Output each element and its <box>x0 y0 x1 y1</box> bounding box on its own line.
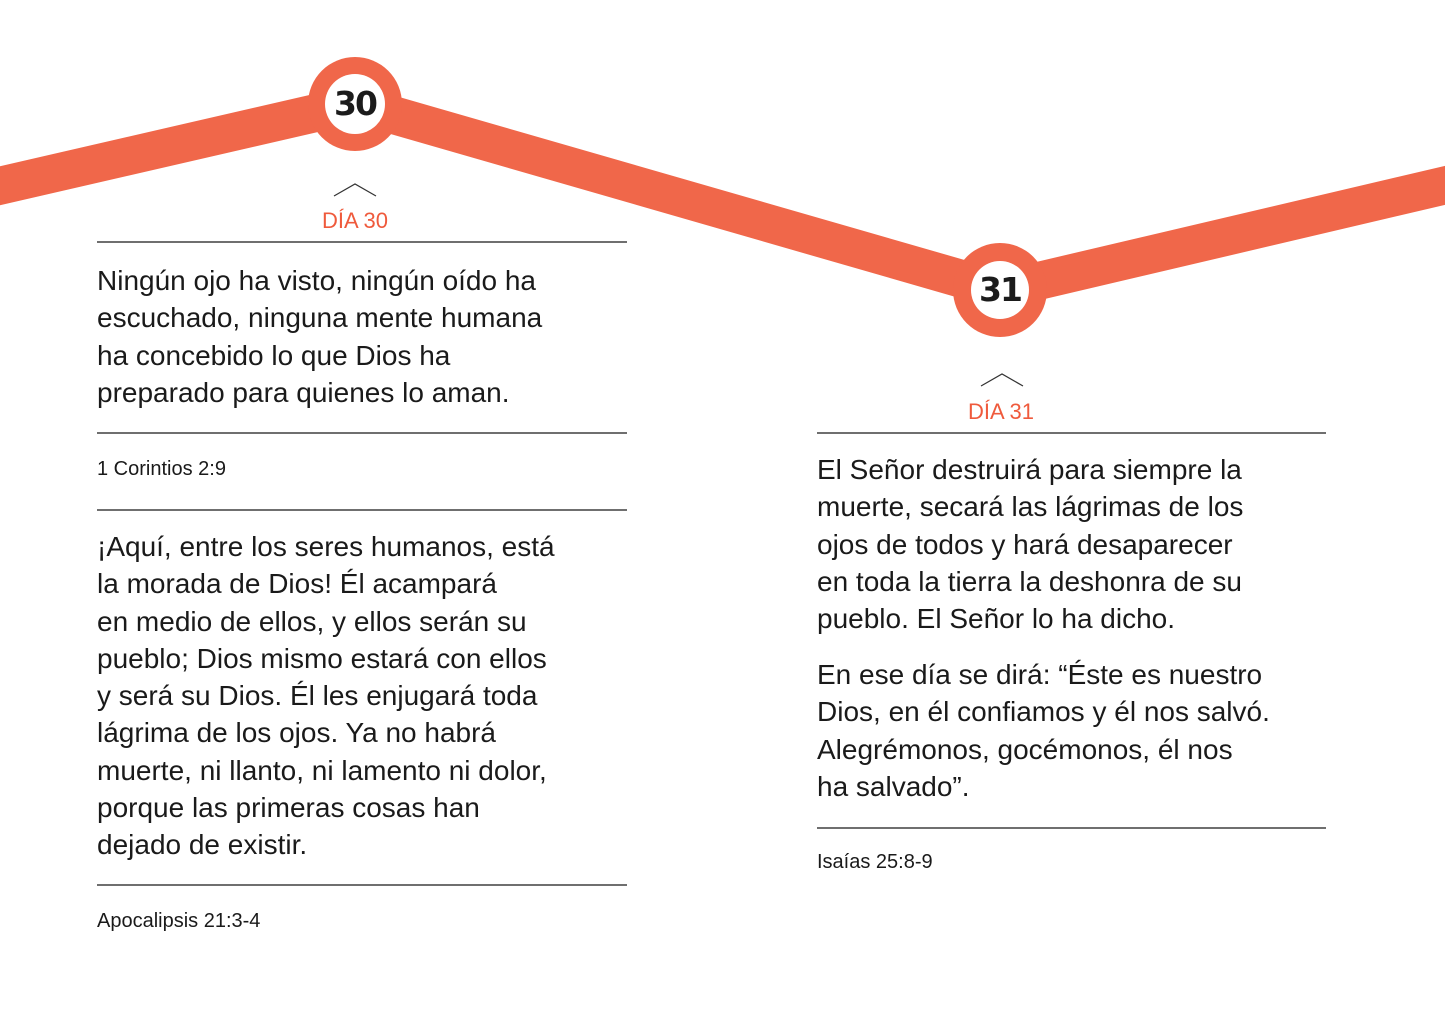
chevron-up-icon <box>980 373 1024 387</box>
verse-line: muerte, ni llanto, ni lamento ni dolor, <box>97 754 547 786</box>
verse-line: ¡Aquí, entre los seres humanos, está <box>97 531 555 562</box>
verse-line: escuchado, ninguna mente humana <box>97 302 543 334</box>
verse-line: ojos de todos y hará desaparecer <box>817 528 1233 560</box>
divider <box>817 827 1326 829</box>
verse-text <box>817 451 1347 637</box>
verse-line: muerte, secará las lágrimas de los <box>817 491 1244 523</box>
verse-line: ha concebido lo que Dios ha <box>97 339 451 371</box>
day-30-number: 30 <box>334 84 376 123</box>
verse-reference: Isaías 25:8-9 <box>817 851 933 873</box>
verse-line: dejado de existir. <box>97 829 308 861</box>
verse-reference: Apocalipsis 21:3-4 <box>97 910 261 932</box>
verse-text <box>817 656 1347 805</box>
verse-line: ha salvado”. <box>817 770 970 802</box>
verse-line: Dios, en él confiamos y él nos salvó. <box>817 696 1270 728</box>
verse-line: Alegrémonos, gocémonos, él nos <box>817 733 1233 765</box>
divider <box>97 509 627 511</box>
verse-line: preparado para quienes lo aman. <box>97 376 510 408</box>
day-31-number: 31 <box>979 270 1021 309</box>
verse-line: en toda la tierra la deshonra de su <box>817 565 1242 597</box>
divider <box>97 432 627 434</box>
verse-line: y será su Dios. Él les enjugará toda <box>97 680 538 712</box>
verse-line: En ese día se dirá: “Éste es nuestro <box>817 659 1263 690</box>
verse-line: pueblo; Dios mismo estará con ellos <box>97 642 547 674</box>
divider <box>97 884 627 886</box>
day-30-label: DÍA 30 <box>321 208 389 233</box>
verse-text <box>97 528 637 864</box>
verse-line: El Señor destruirá para siempre la <box>817 454 1242 485</box>
verse-text <box>97 262 637 411</box>
divider <box>817 432 1326 434</box>
verse-line: pueblo. El Señor lo ha dicho. <box>817 603 1176 635</box>
verse-line: Ningún ojo ha visto, ningún oído ha <box>97 265 536 296</box>
chevron-up-icon <box>333 183 377 197</box>
verse-line: lágrima de los ojos. Ya no habrá <box>97 717 496 749</box>
verse-reference: 1 Corintios 2:9 <box>97 458 226 480</box>
verse-line: en medio de ellos, y ellos serán su <box>97 605 527 637</box>
verse-line: la morada de Dios! Él acampará <box>97 568 497 600</box>
divider <box>97 241 627 243</box>
verse-line: porque las primeras cosas han <box>97 792 480 824</box>
day-31-label: DÍA 31 <box>967 399 1035 424</box>
